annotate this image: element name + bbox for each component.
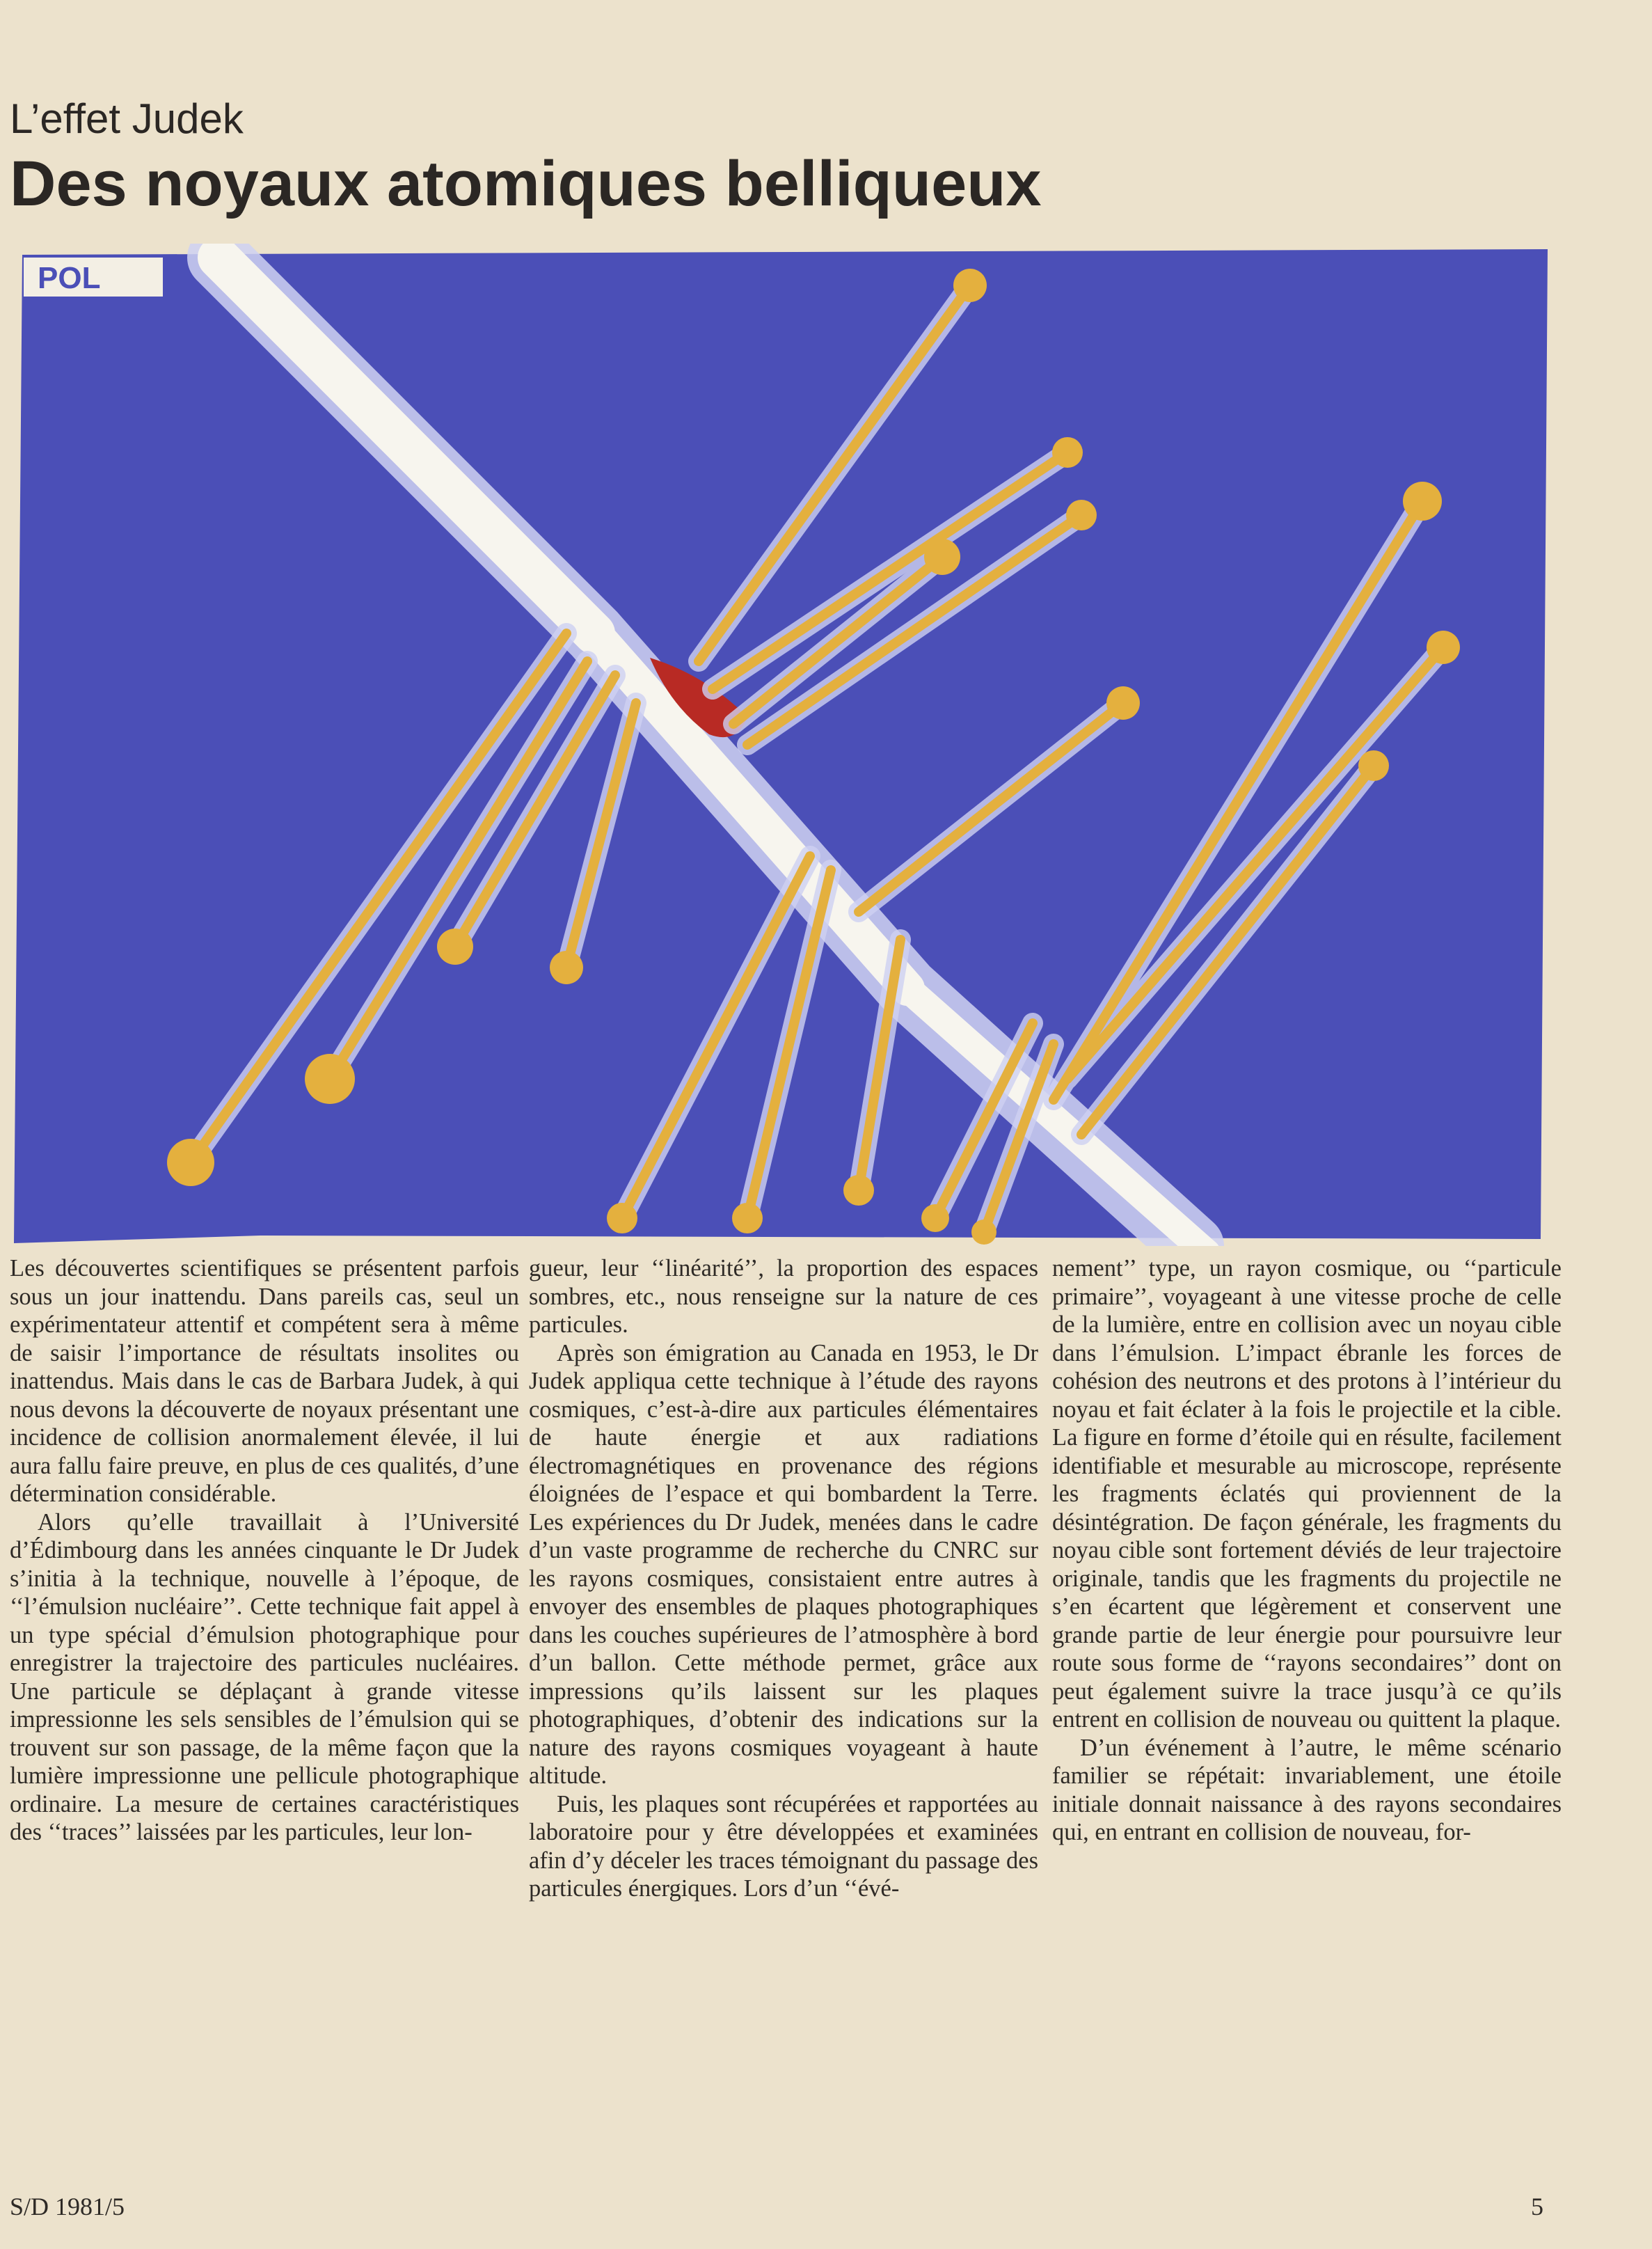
paragraph: Puis, les plaques sont récupérées et rapportées au laboratoire pour y être développées et examinées afin d’y déceler les traces témoignant du passage des particules énergiques. Lors d’un ‘‘évé- <box>529 1790 1038 1902</box>
paragraph: nement’’ type, un rayon cosmique, ou ‘‘particule primaire’’, voyageant à une vitesse proche de celle de la lumière, entre en collision avec un noyau cible dans l’émulsion. L’impact ébranle les forces de cohésion des neutrons et des protons à l’intérieur du noyau et fait éclater à la fois le projectile et la cible. La figure en forme d’étoile qui en résulte, facilement identifiable et mesurable au microscope, représente les fragments éclatés qui proviennent de la désintégration. De façon générale, les fragments du noyau cible sont fortement déviés de leur trajectoire originale, tandis que les fragments du projectile ne s’en écartent que légèrement et conservent une grande partie de leur énergie pour poursuivre leur route sous forme de ‘‘rayons secondaires’’ dont on peut également suivre la trace jusqu’à ce qu’ils entrent en collision de nouveau ou quittent la plaque. <box>1052 1255 1562 1733</box>
text-column-3 <box>1052 1254 1562 1847</box>
paragraph: Après son émigration au Canada en 1953, le Dr Judek appliqua cette technique à l’étude des rayons cosmiques, c’est-à-dire aux particules élémentaires de haute énergie et aux radiations électromagnétiques en provenance des régions éloignées de l’espace et qui bombardent la Terre. Les expériences du Dr Judek, menées dans le cadre d’un vaste programme de recherche du CNRC sur les rayons cosmiques, consistaient entre autres à envoyer des ensembles de plaques photographiques dans les couches supérieures de l’atmosphère à bord d’un ballon. Cette méthode permet, grâce aux impressions qu’ils laissent sur les plaques photographiques, d’obtenir des indications sur la nature des rayons cosmiques voyageant à haute altitude. <box>529 1339 1038 1789</box>
paragraph: Les découvertes scientifiques se présentent parfois sous un jour inattendu. Dans pareils cas, seul un expérimentateur attentif et compétent sera à même de saisir l’importance de résultats insolites ou inattendus. Mais dans le cas de Barbara Judek, à qui nous devons la découverte de noyaux présentant une incidence de collision anormalement élevée, il lui aura fallu faire preuve, en plus de ces qualités, d’une détermination considérable. <box>10 1255 519 1507</box>
cosmic-ray-illustration <box>10 244 1555 1246</box>
article-kicker: L’effet Judek <box>10 95 244 142</box>
svg-text:POL: POL <box>38 261 101 295</box>
artist-signature <box>24 258 163 297</box>
text-column-2 <box>529 1254 1038 1903</box>
illustration-svg <box>10 244 1555 1246</box>
text-column-1 <box>10 1254 519 1847</box>
page-number: 5 <box>1531 2193 1543 2220</box>
paragraph: gueur, leur ‘‘linéarité’’, la proportion des espaces sombres, etc., nous renseigne sur la nature de ces particules. <box>529 1255 1038 1338</box>
paragraph: Alors qu’elle travaillait à l’Université d’Édimbourg dans les années cinquante le Dr Judek s’initia à la technique, nouvelle à l’époque, de ‘‘l’émulsion nucléaire’’. Cette technique fait appel à un type spécial d’émulsion photographique pour enregistrer la trajectoire des particules nucléaires. Une particule se déplaçant à grande vitesse impressionne les sels sensibles de l’émulsion qui se trouvent sur son passage, de la même façon que la lumière impressionne une pellicule photographique ordinaire. La mesure de certaines caractéristiques des ‘‘traces’’ laissées par les particules, leur lon- <box>10 1508 519 1845</box>
paragraph: D’un événement à l’autre, le même scénario familier se répétait: invariablement, une étoile initiale donnait naissance à des rayons secondaires qui, en entrant en collision de nouveau, for- <box>1052 1734 1562 1845</box>
issue-reference: S/D 1981/5 <box>10 2193 125 2220</box>
article-title: Des noyaux atomiques belliqueux <box>10 148 1042 219</box>
